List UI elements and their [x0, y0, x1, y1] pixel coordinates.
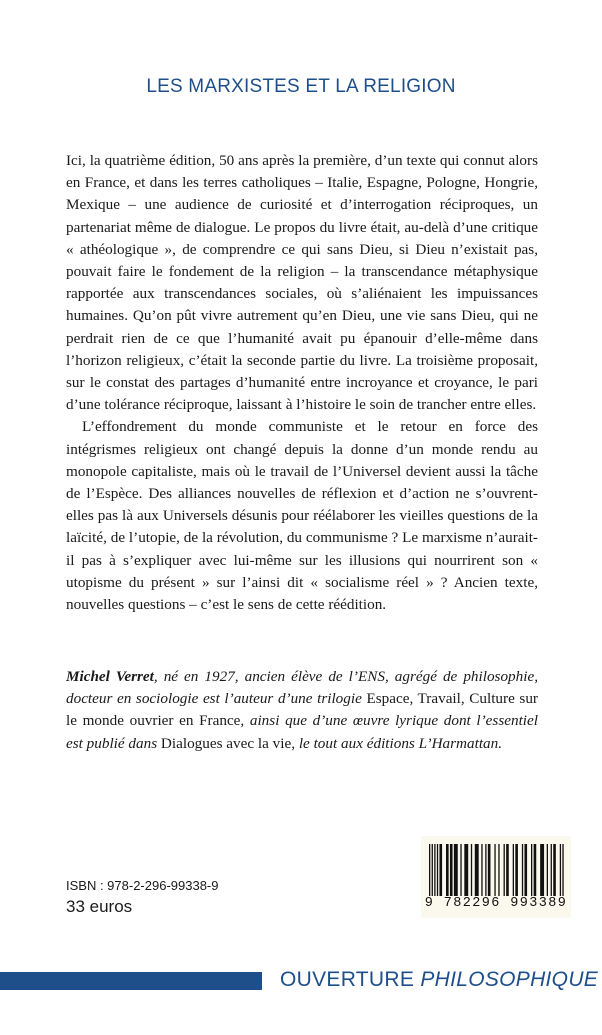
barcode-digits: 9 782296 993389	[424, 896, 568, 911]
barcode-bar	[454, 844, 458, 896]
barcode-bar	[471, 844, 472, 896]
book-title: LES MARXISTES ET LA RELIGION	[146, 76, 456, 97]
back-cover-blurb	[66, 150, 538, 616]
bio-text-5: , le tout aux éditions L’Harmattan.	[291, 734, 503, 752]
barcode-bar	[524, 844, 527, 896]
barcode-bar	[531, 844, 532, 896]
barcode-bar	[562, 844, 563, 896]
barcode-bar	[494, 844, 495, 896]
bio-text-4: Dialogues avec la vie	[160, 734, 292, 752]
barcode-bar	[553, 844, 556, 896]
price-label: 33 euros	[66, 897, 133, 916]
barcode-bars	[427, 844, 567, 896]
barcode	[421, 836, 571, 918]
barcode-bar	[513, 844, 514, 896]
barcode-bar	[504, 844, 505, 896]
barcode-bar	[437, 844, 438, 896]
isbn-label: ISBN : 978-2-296-99338-9	[66, 878, 219, 893]
author-name: Michel Verret	[66, 668, 154, 685]
collection-name-part-2: PHILOSOPHIQUE	[420, 968, 599, 991]
barcode-bar	[439, 844, 442, 896]
barcode-bar	[475, 844, 479, 896]
barcode-bar	[534, 844, 537, 896]
barcode-bar	[498, 844, 499, 896]
collection-name-part-1: OUVERTURE	[280, 968, 421, 991]
barcode-bar	[485, 844, 486, 896]
barcode-bar	[481, 844, 482, 896]
blurb-paragraph-1: Ici, la quatrième édition, 50 ans après la première, d’un texte qui connut alors en France, et dans les terres catholiques – Italie, Espagne, Pologne, Hongrie, Mexique – une audience de curiosité et d’interrogation réciproques, un partenariat même de dialogue. Le propos du livre était, au-delà d’une critique « athéologique », de comprendre ce qui sans Dieu, si Dieu n’existait pas, pouvait faire le fondement de la religion – la transcendance métaphysique rapportée aux transcendances sociales, où s’aliénaient les impuissances humaines. Qu’on pût vivre autrement qu’en Dieu, une vie sans Dieu, qui ne perdrait rien de ce que l’humanité avait pu épanouir d’elle-même dans l’horizon religieux, c’était la seconde partie du livre. La troisième proposait, sur le constat des partages d’humanité entre incroyance et croyance, le pari d’une tolérance réciproque, laissant à l’histoire le soin de trancher entre elles.	[66, 152, 538, 414]
barcode-bar	[506, 844, 509, 896]
bio-text-2: Espace, Travail, Culture sur le monde ouvrier en France	[66, 690, 538, 730]
barcode-bar	[429, 844, 430, 896]
author-bio	[66, 666, 538, 755]
bio-text-3: , ainsi que d’une œuvre lyrique dont l’essentiel est publié dans	[66, 712, 538, 752]
barcode-bar	[547, 844, 548, 896]
barcode-bar	[488, 844, 491, 896]
barcode-bar	[540, 844, 544, 896]
barcode-bar	[434, 844, 435, 896]
blurb-paragraph-2: L’effondrement du monde communiste et le retour en force des intégrismes religieux ont changé depuis la donne d’un monde rendu au monopole capitaliste, mais où le travail de l’Universel devient aussi la tâche de l’Espèce. Des alliances nouvelles de réflexion et d’action ne s’ouvrent-elles pas là aux Universels désunis pour réélaborer les vieilles questions de la laïcité, de l’utopie, de la révolution, du communisme ? Le marxisme n’aurait-il pas à s’expliquer avec lui-même sur les illusions qui nourrirent son « utopisme du présent » sur l’ainsi dit « socialisme réel » ? Ancien texte, nouvelles questions – c’est le sens de cette réédition.	[66, 418, 538, 614]
bio-text-1: , né en 1927, ancien élève de l’ENS, agrégé de philosophie, docteur en sociologie est l’auteur d’une trilogie	[66, 668, 538, 708]
barcode-bar	[522, 844, 523, 896]
barcode-bar	[551, 844, 552, 896]
barcode-bar	[560, 844, 561, 896]
collection-bar	[0, 972, 262, 990]
collection-name	[280, 968, 598, 992]
barcode-bar	[432, 844, 433, 896]
barcode-bar	[515, 844, 518, 896]
barcode-bar	[450, 844, 453, 896]
barcode-bar	[446, 844, 449, 896]
barcode-bar	[464, 844, 468, 896]
barcode-bar	[460, 844, 461, 896]
